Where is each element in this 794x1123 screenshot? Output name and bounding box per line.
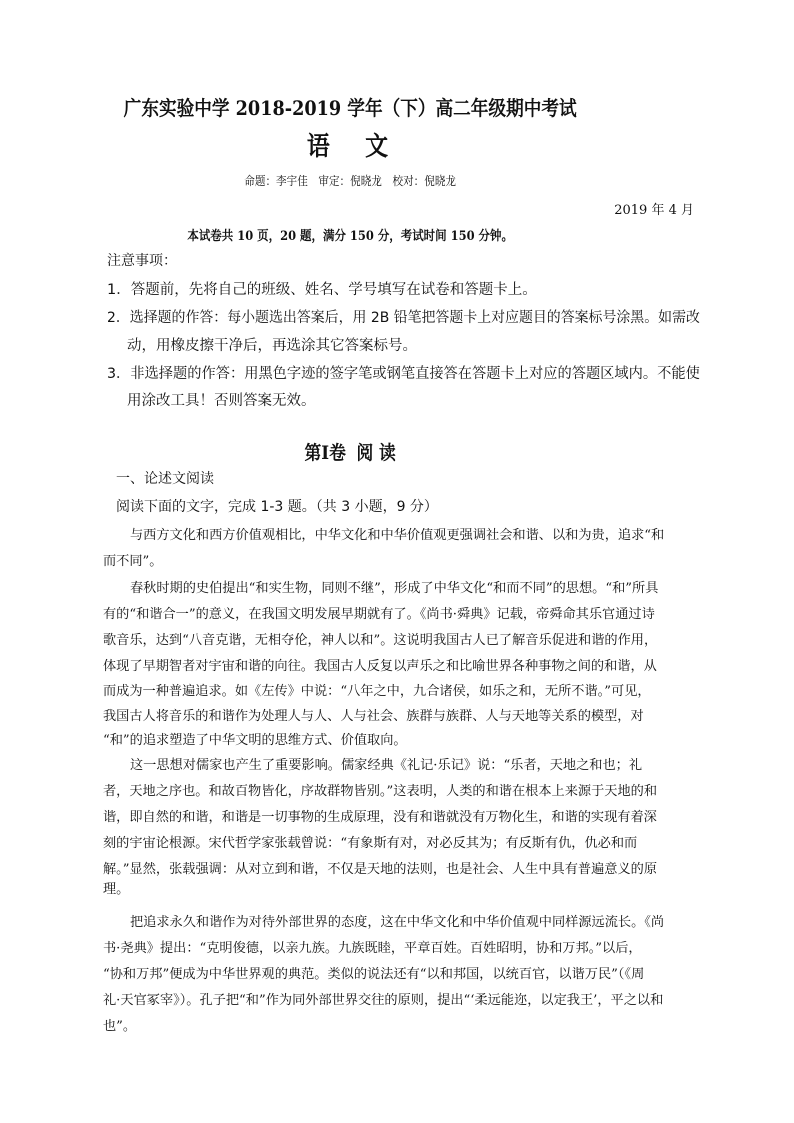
subject-char-2: 文 bbox=[365, 132, 394, 162]
passage-line: 而成为一种普遍追求。如《左传》中说：“八年之中，九合诸侯，如乐之和，无所不谐。”可见， bbox=[103, 684, 651, 699]
passage-line: 理。 bbox=[103, 882, 130, 897]
notice-line: 3．非选择题的作答：用黑色字迹的签字笔或钢笔直接答在答题卡上对应的答题区域内。不能使 bbox=[107, 366, 700, 382]
notice-line: 用涂改工具！否则答案无效。 bbox=[127, 393, 316, 409]
subject-title bbox=[0, 126, 700, 163]
passage-line: 体现了早期智者对宇宙和谐的向往。我国古人反复以声乐之和比喻世界各种事物之间的和谐，从 bbox=[103, 659, 657, 674]
author-line bbox=[0, 172, 700, 189]
reviewer: 审定：倪晓龙 bbox=[318, 174, 382, 188]
passage-line: 而不同”。 bbox=[103, 554, 163, 569]
section-heading: 一、论述文阅读 bbox=[116, 471, 214, 487]
exam-date: 2019 年 4 月 bbox=[614, 203, 694, 218]
passage-line: 书·尧典》提出：“克明俊德，以亲九族。九族既睦，平章百姓。百姓昭明，协和万邦。”以后， bbox=[103, 941, 642, 956]
passage-line: 者，天地之序也。和故百物皆化，序故群物皆别。”这表明，人类的和谐在根本上来源于天地的和 bbox=[103, 784, 658, 799]
passage-line: 刻的宇宙论根源。宋代哲学家张载曾说：“有象斯有对，对必反其为；有反斯有仇，仇必和而 bbox=[103, 836, 638, 851]
checker: 校对：倪晓龙 bbox=[392, 174, 457, 188]
passage-line: 歌音乐，达到“八音克谐，无相夺伦，神人以和”。这说明我国古人已了解音乐促进和谐的作用， bbox=[103, 633, 658, 648]
passage-line: 解。”显然，张载强调：从对立到和谐，不仅是天地的法则，也是社会、人生中具有普遍意义的原 bbox=[103, 862, 658, 877]
subject-char-1: 语 bbox=[306, 132, 336, 162]
exam-title: 广东实验中学 2018-2019 学年（下）高二年级期中考试 bbox=[123, 96, 577, 120]
notice-line: 1．答题前，先将自己的班级、姓名、学号填写在试卷和答题卡上。 bbox=[107, 282, 537, 298]
author: 命题：李宇佳 bbox=[244, 174, 308, 188]
passage-line: 谐，即自然的和谐，和谐是一切事物的生成原理，没有和谐就没有万物化生，和谐的实现有着深 bbox=[103, 810, 657, 825]
passage-line: “和”的追求塑造了中华文明的思维方式、价值取向。 bbox=[103, 733, 407, 748]
passage-line: 礼·天官冢宰》）。孔子把“和”作为同外部世界交往的原则，提出“‘柔远能迩，以定我王’，平之以和 bbox=[103, 993, 664, 1008]
passage-line: 春秋时期的史伯提出“和实生物，同则不继”，形成了中华文化“和而不同”的思想。“和”所具 bbox=[130, 581, 659, 596]
passage-line: 与西方文化和西方价值观相比，中华文化和中华价值观更强调社会和谐、以和为贵，追求“和 bbox=[130, 528, 665, 543]
part-number: 第Ⅰ卷 bbox=[304, 442, 346, 464]
notice-line: 动，用橡皮擦干净后，再选涂其它答案标号。 bbox=[127, 338, 417, 354]
passage-line: “协和万邦”便成为中华世界观的典范。类似的说法还有“以和邦国，以统百官，以谐万民”（《周 bbox=[103, 967, 645, 982]
part-title bbox=[0, 438, 700, 465]
exam-info: 本试卷共 10 页，20 题，满分 150 分，考试时间 150 分钟。 bbox=[187, 229, 513, 244]
section-instruction: 阅读下面的文字，完成 1-3 题。（共 3 小题，9 分） bbox=[116, 499, 438, 515]
passage-line: 我国古人将音乐的和谐作为处理人与人、人与社会、族群与族群、人与天地等关系的模型，对 bbox=[103, 709, 644, 724]
passage-line: 这一思想对儒家也产生了重要影响。儒家经典《礼记·乐记》说：“乐者，天地之和也；礼 bbox=[130, 758, 643, 773]
passage-line: 也”。 bbox=[103, 1019, 137, 1034]
passage-line: 把追求永久和谐作为对待外部世界的态度，这在中华文化和中华价值观中同样源远流长。《尚 bbox=[130, 915, 665, 930]
notice-line: 2．选择题的作答：每小题选出答案后，用 2B 铅笔把答题卡上对应题目的答案标号涂黑。如需改 bbox=[107, 310, 700, 326]
part-name: 阅 读 bbox=[356, 442, 396, 464]
passage-line: 有的“和谐合一”的意义，在我国文明发展早期就有了。《尚书·舜典》记载，帝舜命其乐官通过诗 bbox=[103, 607, 655, 622]
notice-heading: 注意事项： bbox=[107, 253, 177, 269]
